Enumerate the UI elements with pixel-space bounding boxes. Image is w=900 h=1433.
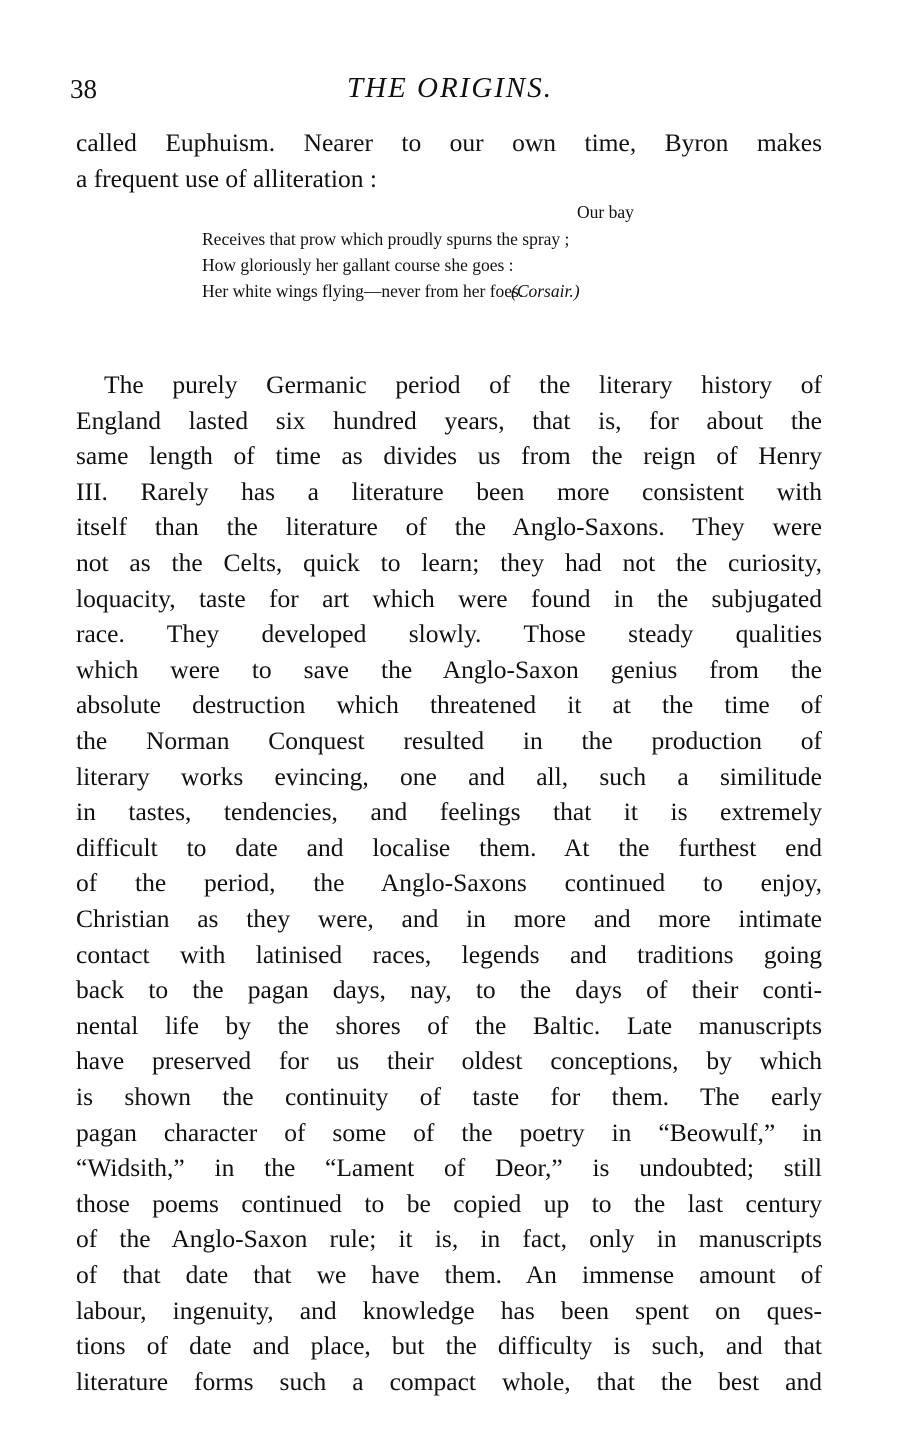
text-line: same length of time as divides us from the reign of Henry [76, 441, 822, 471]
text-line: have preserved for us their oldest conceptions, by which [76, 1046, 822, 1076]
text-line: “Widsith,” in the “Lament of Deor,” is undoubted; still [76, 1153, 822, 1183]
text-line: Christian as they were, and in more and more intimate [76, 904, 822, 933]
text-line: not as the Celts, quick to learn; they had not the curiosity, [76, 548, 822, 577]
page-number: 38 [70, 74, 97, 104]
text-line: difficult to date and localise them. At the furthest end [76, 832, 822, 862]
text-line: of the Anglo-Saxon rule; it is, in fact, only in manuscripts [76, 1224, 822, 1254]
text-line: is shown the continuity of taste for them. The early [76, 1082, 822, 1111]
text-line: contact with latinised races, legends and traditions going [76, 939, 822, 969]
verse-source: (Corsair.) [511, 281, 580, 301]
text-line: of that date that we have them. An immense amount of [76, 1260, 822, 1289]
text-line: which were to save the Anglo-Saxon genius from the [76, 654, 822, 684]
verse-line: Our bay [577, 202, 634, 222]
verse-line: Receives that prow which proudly spurns the spray ; [202, 229, 570, 249]
text-line: race. They developed slowly. Those steady qualities [76, 619, 822, 649]
text-line: called Euphuism. Nearer to our own time, Byron makes [76, 128, 822, 157]
text-line: literary works evincing, one and all, such a similitude [76, 761, 822, 791]
text-line: tions of date and place, but the difficulty is such, and that [76, 1331, 822, 1361]
text-line: literature forms such a compact whole, that the best and [76, 1366, 822, 1396]
text-line: of the period, the Anglo-Saxons continued to enjoy, [76, 868, 822, 898]
text-line: absolute destruction which threatened it at the time of [76, 690, 822, 720]
text-line: nental life by the shores of the Baltic. Late manuscripts [76, 1010, 822, 1040]
verse-line: How gloriously her gallant course she goes : [202, 255, 514, 275]
text-line: III. Rarely has a literature been more consistent with [76, 476, 822, 506]
text-line: back to the pagan days, nay, to the days of their conti- [76, 975, 822, 1005]
text-line: those poems continued to be copied up to the last century [76, 1188, 822, 1218]
text-line: The purely Germanic period of the literary history of [104, 370, 822, 399]
text-line: England lasted six hundred years, that is, for about the [76, 405, 822, 435]
text-line: pagan character of some of the poetry in “Beowulf,” in [76, 1117, 822, 1147]
text-line: a frequent use of alliteration : [76, 164, 377, 193]
text-line: in tastes, tendencies, and feelings that it is extremely [76, 797, 822, 827]
text-line: itself than the literature of the Anglo-Saxons. They were [76, 512, 822, 542]
verse-line: Her white wings flying—never from her foes. [202, 281, 524, 301]
text-line: the Norman Conquest resulted in the production of [76, 726, 822, 755]
text-line: labour, ingenuity, and knowledge has been spent on ques- [76, 1295, 822, 1325]
running-title: THE ORIGINS. [346, 72, 554, 104]
text-line: loquacity, taste for art which were found in the subjugated [76, 583, 822, 613]
